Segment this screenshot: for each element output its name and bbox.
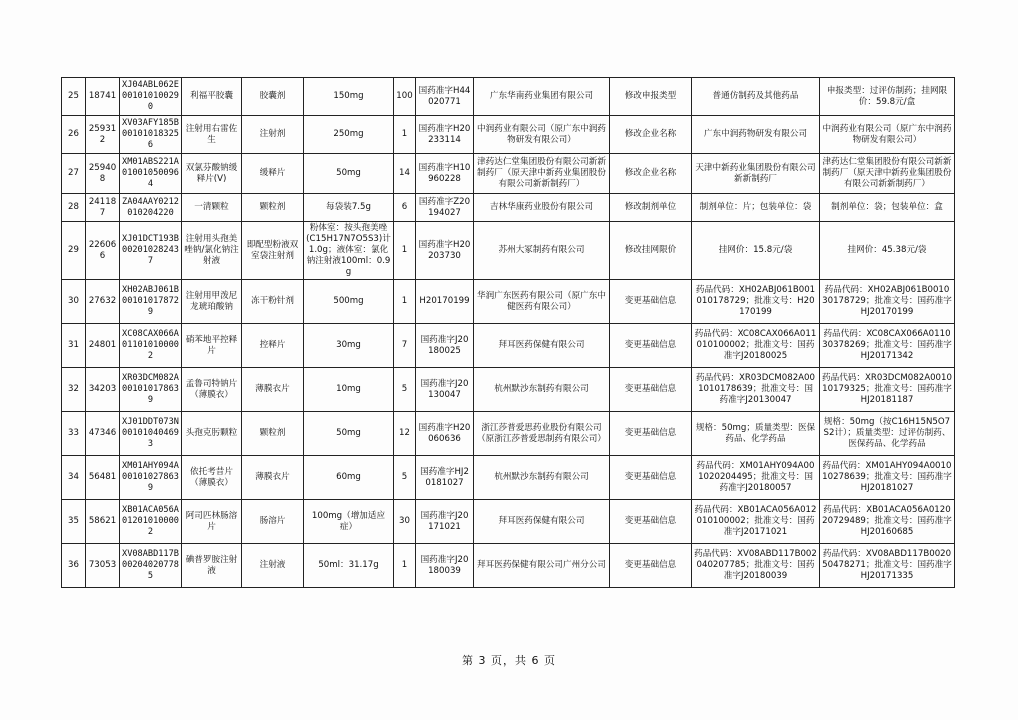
cell-company: 拜耳医药保健有限公司广州分公司 xyxy=(474,544,610,588)
cell-spec: 60mg xyxy=(304,456,394,500)
cell-name: 硝苯地平控释片 xyxy=(182,324,242,368)
cell-company: 吉林华康药业股份有限公司 xyxy=(474,194,610,222)
table-row xyxy=(62,456,955,500)
cell-spec: 50mg xyxy=(304,412,394,456)
table-row xyxy=(62,222,955,280)
cell-no: 36 xyxy=(62,544,86,588)
cell-approval: 国药准字H10960228 xyxy=(416,154,474,194)
cell-before: 挂网价：15.8元/袋 xyxy=(692,222,820,280)
cell-id: 56481 xyxy=(86,456,120,500)
cell-spec: 30mg xyxy=(304,324,394,368)
cell-before: 制剂单位：片；包装单位：袋 xyxy=(692,194,820,222)
cell-name: 阿司匹林肠溶片 xyxy=(182,500,242,544)
cell-form: 即配型粉液双室袋注射剂 xyxy=(242,222,304,280)
cell-company: 华润广东医药有限公司（原广东中健医药有限公司） xyxy=(474,280,610,324)
cell-code: XJ04ABL062E001010100290 xyxy=(120,78,182,116)
cell-no: 29 xyxy=(62,222,86,280)
cell-code: XR03DCM082A001010178639 xyxy=(120,368,182,412)
cell-code: XC08CAX066A011010100002 xyxy=(120,324,182,368)
cell-after: 制剂单位：袋；包装单位：盒 xyxy=(820,194,955,222)
cell-approval: 国药准字HJ20181027 xyxy=(416,456,474,500)
cell-company: 拜耳医药保健有限公司 xyxy=(474,500,610,544)
cell-before: 规格：50mg；质量类型：医保药品、化学药品 xyxy=(692,412,820,456)
cell-name: 孟鲁司特钠片（薄膜衣） xyxy=(182,368,242,412)
cell-form: 冻干粉针剂 xyxy=(242,280,304,324)
cell-company: 拜耳医药保健有限公司 xyxy=(474,324,610,368)
cell-id: 58621 xyxy=(86,500,120,544)
cell-spec: 10mg xyxy=(304,368,394,412)
cell-approval: H20170199 xyxy=(416,280,474,324)
cell-id: 259312 xyxy=(86,116,120,154)
cell-change-type: 修改申报类型 xyxy=(610,78,692,116)
cell-id: 47346 xyxy=(86,412,120,456)
drug-change-table xyxy=(61,77,955,588)
cell-change-type: 变更基础信息 xyxy=(610,456,692,500)
cell-before: 药品代码：XM01AHY094A001020204495；批准文号：国药准字J20180057 xyxy=(692,456,820,500)
cell-qty: 1 xyxy=(394,544,416,588)
cell-spec: 50mg xyxy=(304,154,394,194)
cell-spec: 50ml：31.17g xyxy=(304,544,394,588)
cell-code: XH02ABJ061B001010178729 xyxy=(120,280,182,324)
cell-form: 注射液 xyxy=(242,544,304,588)
cell-after: 药品代码：XB01ACA056A012020729489；批准文号：国药准字HJ20160685 xyxy=(820,500,955,544)
cell-form: 颗粒剂 xyxy=(242,412,304,456)
cell-code: XV08ABD117B002040207785 xyxy=(120,544,182,588)
cell-no: 25 xyxy=(62,78,86,116)
cell-name: 注射用头孢美唑钠/氯化钠注射液 xyxy=(182,222,242,280)
cell-after: 药品代码：XH02ABJ061B001030178729；批准文号：国药准字HJ20170199 xyxy=(820,280,955,324)
cell-change-type: 修改挂网限价 xyxy=(610,222,692,280)
cell-id: 259408 xyxy=(86,154,120,194)
table-row xyxy=(62,544,955,588)
cell-qty: 5 xyxy=(394,456,416,500)
cell-after: 药品代码：XC08CAX066A011030378269；批准文号：国药准字HJ20171342 xyxy=(820,324,955,368)
cell-id: 34203 xyxy=(86,368,120,412)
cell-before: 药品代码：XC08CAX066A011010100002；批准文号：国药准字J20180025 xyxy=(692,324,820,368)
cell-change-type: 修改企业名称 xyxy=(610,116,692,154)
cell-approval: 国药准字H20233114 xyxy=(416,116,474,154)
cell-name: 利福平胶囊 xyxy=(182,78,242,116)
cell-form: 颗粒剂 xyxy=(242,194,304,222)
cell-form: 肠溶片 xyxy=(242,500,304,544)
table-row xyxy=(62,194,955,222)
cell-code: ZA04AAY0212010204220 xyxy=(120,194,182,222)
page-footer: 第 3 页，共 6 页 xyxy=(462,654,556,667)
cell-code: XM01ABS221A010010500964 xyxy=(120,154,182,194)
cell-change-type: 修改制剂单位 xyxy=(610,194,692,222)
cell-approval: 国药准字J20180025 xyxy=(416,324,474,368)
cell-change-type: 变更基础信息 xyxy=(610,324,692,368)
table-row xyxy=(62,412,955,456)
cell-code: XM01AHY094A001010278639 xyxy=(120,456,182,500)
cell-name: 注射用甲泼尼龙琥珀酸钠 xyxy=(182,280,242,324)
cell-no: 31 xyxy=(62,324,86,368)
cell-no: 34 xyxy=(62,456,86,500)
cell-after: 申报类型：过评仿制药；挂网限价：59.8元/盒 xyxy=(820,78,955,116)
cell-company: 津药达仁堂集团股份有限公司新新制药厂（原天津中新药业集团股份有限公司新新制药厂） xyxy=(474,154,610,194)
cell-qty: 12 xyxy=(394,412,416,456)
cell-before: 药品代码：XB01ACA056A012010100002；批准文号：国药准字J20171021 xyxy=(692,500,820,544)
cell-form: 薄膜衣片 xyxy=(242,368,304,412)
cell-spec: 500mg xyxy=(304,280,394,324)
cell-spec: 粉体室：按头孢美唑(C15H17N7O5S3)计1.0g；液体室：氯化钠注射液100ml：0.9g xyxy=(304,222,394,280)
cell-before: 药品代码：XH02ABJ061B001010178729；批准文号：H20170199 xyxy=(692,280,820,324)
cell-qty: 14 xyxy=(394,154,416,194)
cell-no: 30 xyxy=(62,280,86,324)
cell-approval: 国药准字H20203730 xyxy=(416,222,474,280)
cell-before: 普通仿制药及其他药品 xyxy=(692,78,820,116)
cell-no: 27 xyxy=(62,154,86,194)
cell-id: 241187 xyxy=(86,194,120,222)
cell-company: 广东华南药业集团有限公司 xyxy=(474,78,610,116)
cell-code: XV03AFY185B001010183256 xyxy=(120,116,182,154)
cell-qty: 5 xyxy=(394,368,416,412)
cell-code: XB01ACA056A012010100002 xyxy=(120,500,182,544)
cell-qty: 7 xyxy=(394,324,416,368)
cell-spec: 100mg（增加适应症） xyxy=(304,500,394,544)
cell-after: 药品代码：XR03DCM082A001010179325；批准文号：国药准字HJ20181187 xyxy=(820,368,955,412)
cell-spec: 每袋装7.5g xyxy=(304,194,394,222)
table-row xyxy=(62,154,955,194)
cell-form: 控释片 xyxy=(242,324,304,368)
cell-form: 胶囊剂 xyxy=(242,78,304,116)
cell-name: 注射用右雷佐生 xyxy=(182,116,242,154)
cell-no: 28 xyxy=(62,194,86,222)
cell-qty: 6 xyxy=(394,194,416,222)
cell-company: 苏州大冢制药有限公司 xyxy=(474,222,610,280)
cell-before: 药品代码：XV08ABD117B002040207785；批准文号：国药准字J20180039 xyxy=(692,544,820,588)
cell-no: 32 xyxy=(62,368,86,412)
cell-change-type: 变更基础信息 xyxy=(610,280,692,324)
cell-form: 缓释片 xyxy=(242,154,304,194)
cell-change-type: 变更基础信息 xyxy=(610,544,692,588)
cell-qty: 30 xyxy=(394,500,416,544)
cell-spec: 150mg xyxy=(304,78,394,116)
cell-change-type: 变更基础信息 xyxy=(610,368,692,412)
cell-no: 33 xyxy=(62,412,86,456)
cell-name: 头孢克肟颗粒 xyxy=(182,412,242,456)
cell-after: 津药达仁堂集团股份有限公司新新制药厂（原天津中新药业集团股份有限公司新新制药厂） xyxy=(820,154,955,194)
cell-approval: 国药准字H44020771 xyxy=(416,78,474,116)
table-body xyxy=(62,78,955,588)
table-row xyxy=(62,116,955,154)
cell-approval: 国药准字J20130047 xyxy=(416,368,474,412)
cell-qty: 1 xyxy=(394,222,416,280)
table-row xyxy=(62,78,955,116)
cell-company: 杭州默沙东制药有限公司 xyxy=(474,368,610,412)
cell-name: 双氯芬酸钠缓释片(V) xyxy=(182,154,242,194)
cell-approval: 国药准字Z20194027 xyxy=(416,194,474,222)
cell-id: 24801 xyxy=(86,324,120,368)
cell-change-type: 修改企业名称 xyxy=(610,154,692,194)
cell-id: 18741 xyxy=(86,78,120,116)
cell-company: 中润药业有限公司（原广东中润药物研发有限公司） xyxy=(474,116,610,154)
cell-change-type: 变更基础信息 xyxy=(610,500,692,544)
table-row xyxy=(62,280,955,324)
cell-id: 73053 xyxy=(86,544,120,588)
cell-name: 一清颗粒 xyxy=(182,194,242,222)
table-row xyxy=(62,368,955,412)
cell-before: 天津中新药业集团股份有限公司新新制药厂 xyxy=(692,154,820,194)
cell-id: 27632 xyxy=(86,280,120,324)
cell-code: XJ01DDT073N001010404693 xyxy=(120,412,182,456)
cell-after: 挂网价：45.38元/袋 xyxy=(820,222,955,280)
cell-approval: 国药准字H20060636 xyxy=(416,412,474,456)
cell-after: 规格：50mg（按C16H15N5O7S2计）；质量类型：过评仿制药、医保药品、化学药品 xyxy=(820,412,955,456)
cell-after: 药品代码：XM01AHY094A001010278639；批准文号：国药准字HJ20181027 xyxy=(820,456,955,500)
cell-form: 薄膜衣片 xyxy=(242,456,304,500)
cell-name: 碘普罗胺注射液 xyxy=(182,544,242,588)
cell-before: 广东中润药物研发有限公司 xyxy=(692,116,820,154)
cell-id: 226066 xyxy=(86,222,120,280)
cell-before: 药品代码：XR03DCM082A001010178639；批准文号：国药准字J20130047 xyxy=(692,368,820,412)
table-row xyxy=(62,500,955,544)
cell-after: 中润药业有限公司（原广东中润药物研发有限公司） xyxy=(820,116,955,154)
cell-company: 浙江莎普爱思药业股份有限公司（原浙江莎普爱思制药有限公司） xyxy=(474,412,610,456)
table-row xyxy=(62,324,955,368)
cell-no: 35 xyxy=(62,500,86,544)
cell-qty: 1 xyxy=(394,116,416,154)
cell-qty: 1 xyxy=(394,280,416,324)
cell-qty: 100 xyxy=(394,78,416,116)
cell-after: 药品代码：XV08ABD117B002050478271；批准文号：国药准字HJ20171335 xyxy=(820,544,955,588)
cell-form: 注射剂 xyxy=(242,116,304,154)
cell-change-type: 变更基础信息 xyxy=(610,412,692,456)
cell-spec: 250mg xyxy=(304,116,394,154)
cell-company: 杭州默沙东制药有限公司 xyxy=(474,456,610,500)
cell-code: XJ01DCT193B002010282437 xyxy=(120,222,182,280)
cell-approval: 国药准字J20171021 xyxy=(416,500,474,544)
cell-approval: 国药准字J20180039 xyxy=(416,544,474,588)
cell-name: 依托考昔片（薄膜衣） xyxy=(182,456,242,500)
cell-no: 26 xyxy=(62,116,86,154)
